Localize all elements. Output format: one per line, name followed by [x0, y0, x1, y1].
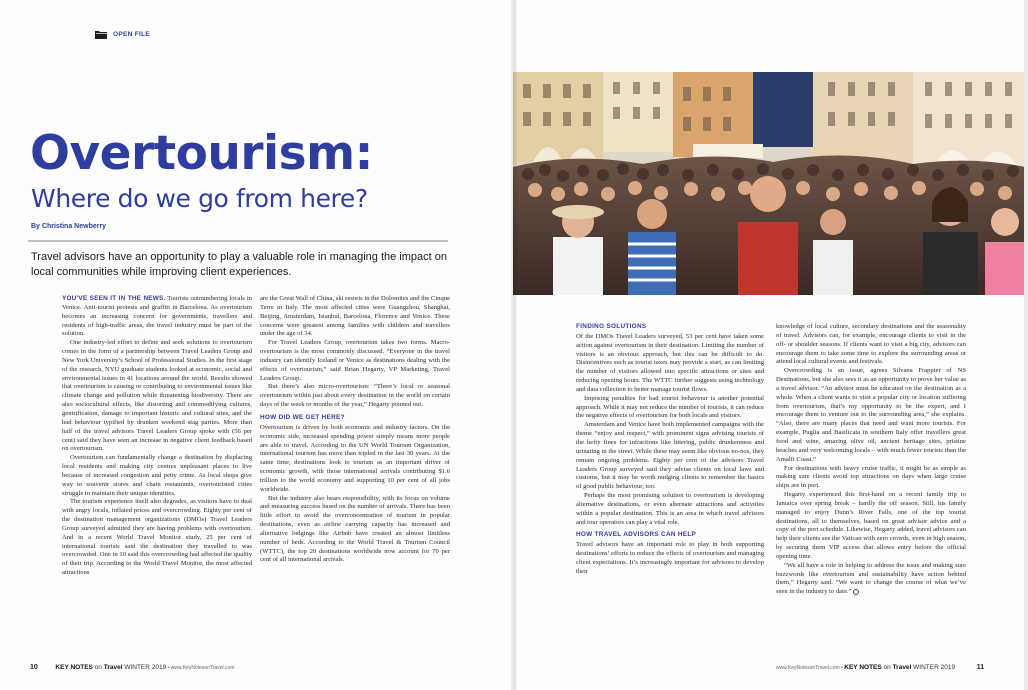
- paragraph: The tourism experience itself also degrades, as visitors have to deal with angry locals, inflated prices and overcrowding. Eighty per cent of the destination management organizations (DMOs) Travel Leaders Group surveyed admitted they are having problems with overtourism. And in a recent World Travel Monitor study, 25 per cent of international tourists said the destination they travelled to was overcrowded. One in 10 said this overcrowding had affected the quality of their trip. According to the World Travel Monitor, the most affected attractions: [62, 498, 252, 577]
- magazine-travel: Travel: [892, 664, 912, 671]
- section-heading: FINDING SOLUTIONS: [576, 323, 647, 330]
- paragraph: Hegarty experienced this first-hand on a recent family trip to Jamaica over spring break – hardly the off season. Still, his family managed to enjoy Dunn’s River Falls, one of the top tourist destinations, all to themselves, based on great advisor advice and a copy of the port schedule. Likewise, Hegarty added, travel advisors can help their clients see the Vatican with zero crowds, even in high season, by securing them VIP access that allows entry before the official opening time.: [776, 491, 966, 560]
- footer-right: [776, 664, 984, 671]
- paragraph: Amsterdam and Venice have both implemented campaigns with the theme “enjoy and respect,” with prominent signs advising tourists of the hefty fines for infractions like littering, public drunkenness and urinating in the street. While these may seem like obvious no-nos, they remain ongoing problems. Eighty per cent of the advisors Travel Leaders Group surveyed said they advise clients on local laws and customs, but it may be worth nudging clients to remember the basics of good public behaviour, too.: [576, 421, 764, 491]
- subheadline: Where do we go from here?: [31, 184, 368, 213]
- paragraph: But there’s also micro-overtourism: “There’s local or seasonal overtourism within just about every destination in the world on certain days of the week or months of the year,” Hegarty pointed out.: [260, 383, 450, 409]
- paragraph-text: Tourists outnumbering locals in Venice. Anti-tourist protests and graffiti in Barcelona. As overtourism becomes an increasing concern for governments, travellers and residents of high-traffic areas, the travel industry must be part of the solution.: [62, 295, 252, 338]
- lead-in: YOU’VE SEEN IT IN THE NEWS.: [62, 295, 166, 302]
- magazine-on: on: [881, 664, 893, 671]
- paragraph: knowledge of local culture, secondary destinations and the seasonality of travel. Advisors can, for example, encourage clients to visit in the off- or shoulder seasons. If clients want to visit a big city, advisors can encourage them to take some time to explore the surrounding areas or attend local cultural events and festivals.: [776, 323, 966, 366]
- text-column-3: [576, 323, 764, 650]
- end-mark-icon: [853, 589, 859, 595]
- magazine-on: on: [92, 664, 104, 671]
- footer-left: [30, 664, 235, 671]
- paragraph-text: “We all have a role in helping to address the issue and making sure buzzwords like overtourism and sustainability have action behind them,” Hegarty said. “We want to change the course of what we’ve seen in the industry to date.”: [776, 561, 966, 596]
- section-heading: HOW DID WE GET HERE?: [260, 413, 345, 421]
- folder-icon: [95, 30, 107, 39]
- issue-date: WINTER 2019: [122, 664, 167, 671]
- paragraph: But the industry also bears responsibility, with its focus on volume and measuring success based on the number of arrivals. There has been little effort to avoid the overconcentration of tourism in popular destinations, even as airline carrying capacity has increased and alternative lodgings like Airbnb have created an almost limitless number of beds. According to the World Travel & Tourism Council (WTTC), the top 20 destinations worldwide now account for 70 per cent of all international arrivals.: [260, 494, 450, 564]
- page-number: 11: [976, 664, 985, 671]
- page-number: 10: [30, 664, 38, 671]
- paragraph: [776, 562, 966, 597]
- paragraph: Travel advisors have an important role to play in both supporting destinations’ efforts to reduce the effects of overtourism and managing client expectations. It’s increasingly important for advisors to develop their: [576, 541, 764, 575]
- paragraph: Of the DMOs Travel Leaders surveyed, 53 per cent have taken some action against overtourism in their destination. Limiting the number of visitors is an obvious approach, but this can be difficult to do. Disincentives such as tourist taxes may provide a start, as can limiting the number of visitors allowed into specific attractions or sites and reducing opening hours. The WTTC further suggests using technology and data collection to better manage tourist flows.: [576, 332, 764, 393]
- magazine-name: KEY NOTES: [55, 664, 93, 671]
- paragraph: Overtourism is driven by both economic and industry factors. On the economic side, increased spending power simply means more people are able to travel. According to the UN World Tourism Organization, international tourism has more than tripled in the last 30 years. At the same time, destinations look to tourism as an important driver of economic growth, with those international arrivals contributing $1.6 trillion to the world economy and supporting 10 per cent of all jobs worldwide.: [260, 423, 450, 493]
- section-label: [95, 30, 150, 39]
- crowd-photo: [513, 72, 1025, 295]
- deck-text: Travel advisors have an opportunity to play a valuable role in managing the impact on local communities while improving client experiences.: [31, 251, 448, 278]
- section-label-text: OPEN FILE: [113, 31, 151, 38]
- text-column-4: [776, 323, 966, 650]
- text-column-1: [62, 295, 252, 650]
- website-url: • www.KeyNotesonTravel.com: [166, 665, 235, 671]
- website-url: www.KeyNotesonTravel.com •: [776, 665, 845, 671]
- paragraph: For destinations with heavy cruise traffic, it might be as simple as making sure clients avoid top attractions on days when large cruise ships are in port.: [776, 464, 966, 490]
- paragraph: are the Great Wall of China, ski resorts in the Dolomites and the Cinque Terre in Italy. The most affected cities were Guangzhou, Shanghai, Beijing, Amsterdam, Istanbul, Barcelona, Florence and Venice. These concerns were greatest among families with children and travellers under the age of 34.: [260, 295, 450, 338]
- divider: [28, 240, 448, 242]
- magazine-name: KEY NOTES: [844, 664, 882, 671]
- paragraph: Perhaps the most promising solution to overtourism is developing alternative destinations, or even alternate attractions and activities within a popular destination. This is an area in which travel advisors and tour operators can play a vital role.: [576, 492, 764, 526]
- byline: By Christina Newberry: [31, 223, 107, 230]
- magazine-travel: Travel: [103, 664, 123, 671]
- page-gutter: [511, 0, 517, 690]
- paragraph: For Travel Leaders Group, overtourism takes two forms. Macro-overtourism is the most commonly discussed. “Everyone in the travel industry can identify Iceland or Venice as destinations dealing with the effects of overtourism,” said Brian Hegarty, VP Marketing, Travel Leaders Group.: [260, 339, 450, 382]
- page-edge: [1024, 0, 1028, 690]
- paragraph: Overcrowding is an issue, agrees Silvana Frappier of NS Destinations, but she also sees it as an opportunity to prove her value as a travel advisor. “An advisor must be educated on the destination as a whole. When a client wants to visit a popular city or location suffering from overtourism, that’s my opportunity to be the expert, and I encourage them to venture out to the surrounding area,” she explains. “Also, there are many places that need and want more tourists. For example, Puglia and Basilicata in southern Italy offer travellers great food and wine, amazing olive oil, ancient heritage sites, pristine beaches and very welcoming locals – with much fewer tourists than the Amalfi Coast.”: [776, 367, 966, 463]
- text-column-2: [260, 295, 450, 650]
- headline: Overtourism:: [30, 126, 373, 181]
- paragraph: Overtourism can fundamentally change a destination by displacing local residents and making city centres unpleasant places to live because of increased congestion and petty crime. As local shops give way to souvenir stores and chain restaurants, overtouristed cities struggle to maintain their unique identities.: [62, 454, 252, 497]
- paragraph: One industry-led effort to define and seek solutions to overtourism comes in the form of a partnership between Travel Leaders Group and New York University’s School of Professional Studies. In the first stage of the research, NYU graduate students looked at economic, social and environmental issues in 41 locations around the world. Results showed that overtourism is causing or contributing to environmental issues like climate change and pollution while threatening biodiversity. There are also sociocultural effects, like distorting and commodifying cultures, gentrification, damage to important historic and cultural sites, and the bad behaviour typified by drunken weekend stag parties. More than half of the travel advisors Travel Leaders Group spoke with (56 per cent) said they have seen an increase in negative client feedback based on overtourism.: [62, 339, 252, 453]
- issue-date: WINTER 2019: [911, 664, 956, 671]
- section-heading: HOW TRAVEL ADVISORS CAN HELP: [576, 531, 697, 539]
- crowd-photo-illustration: [513, 72, 1025, 295]
- paragraph: Imposing penalties for bad tourist behaviour is another potential approach. While it may not reduce the number of tourists, it can reduce the negative effects of overtourism for both locals and visitors.: [576, 394, 764, 420]
- paragraph: [62, 295, 252, 339]
